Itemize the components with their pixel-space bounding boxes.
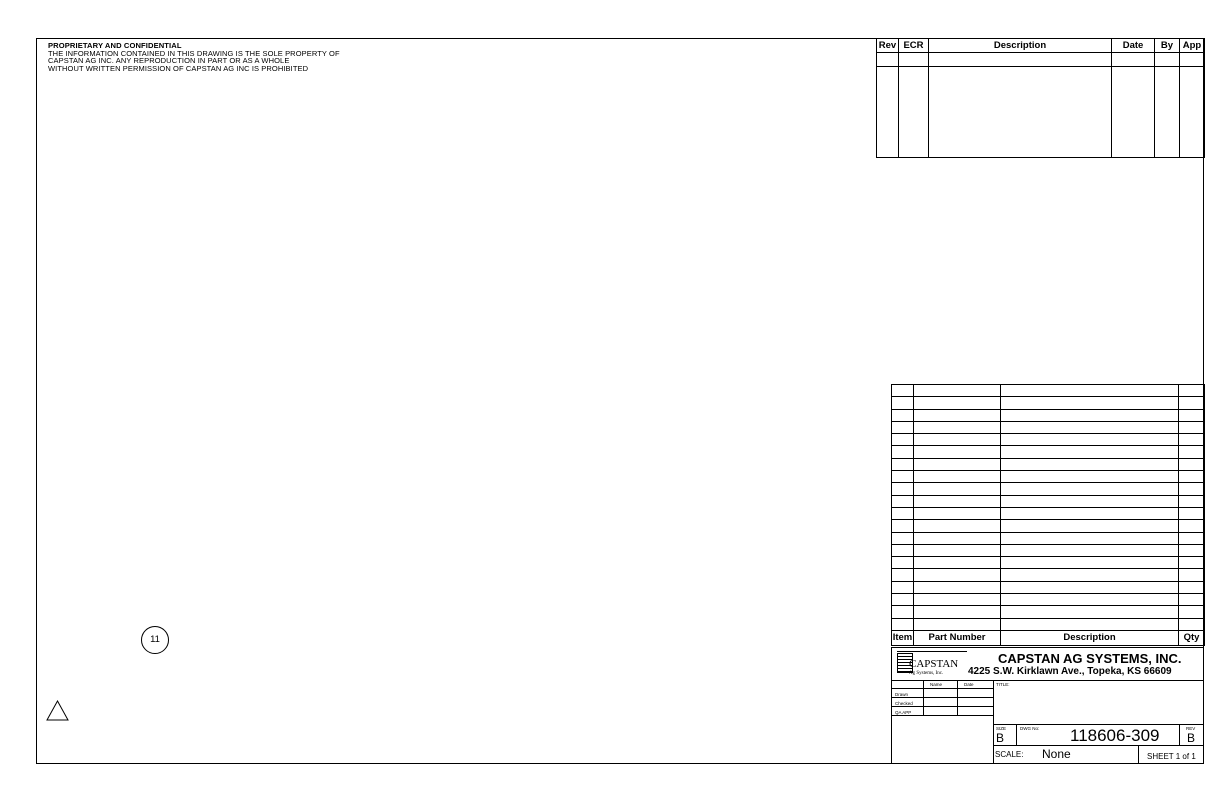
bom-row xyxy=(892,581,1205,593)
notice-line-3: WITHOUT WRITTEN PERMISSION OF CAPSTAN AG INC IS PROHIBITED xyxy=(48,63,309,73)
scale-value: None xyxy=(1042,747,1071,761)
description-col-header: Description xyxy=(929,39,1112,53)
company-name: CAPSTAN AG SYSTEMS, INC. xyxy=(998,651,1182,666)
notice-heading: PROPRIETARY AND CONFIDENTIAL xyxy=(48,41,182,50)
drawn-label: Drawn xyxy=(895,692,909,697)
bom-row xyxy=(892,495,1205,507)
item-col-header: Item xyxy=(892,632,913,644)
rev-col-header: Rev xyxy=(877,39,899,53)
revision-table xyxy=(876,38,1205,158)
company-address: 4225 S.W. Kirklawn Ave., Topeka, KS 66609 xyxy=(968,666,1172,677)
confidentiality-notice xyxy=(48,42,340,72)
size-label: SIZE xyxy=(996,726,1007,731)
rev-value: B xyxy=(1187,731,1196,745)
logo-name: CAPSTAN xyxy=(909,658,959,670)
notice-line-2: CAPSTAN AG INC. ANY REPRODUCTION IN PART OR AS A WHOLE xyxy=(48,56,290,66)
bom-row xyxy=(892,618,1205,630)
bom-row xyxy=(892,507,1205,519)
drawing-number: 118606-309 xyxy=(1070,726,1160,745)
dwg-no-label: DWG No: xyxy=(1020,726,1040,731)
bom-row xyxy=(892,409,1205,421)
date-label: Date xyxy=(964,682,974,687)
bom-row xyxy=(892,397,1205,409)
rev-label: REV xyxy=(1186,726,1196,731)
bom-header-row xyxy=(892,630,1205,645)
bom-row xyxy=(892,385,1205,397)
bom-row xyxy=(892,520,1205,532)
bom-table xyxy=(891,384,1205,646)
date-col-header: Date xyxy=(1112,39,1155,53)
bom-row xyxy=(892,421,1205,433)
logo-subtitle: Ag Systems, Inc. xyxy=(909,671,944,676)
ecr-col-header: ECR xyxy=(899,39,929,53)
bom-row xyxy=(892,557,1205,569)
scale-label: SCALE: xyxy=(995,750,1024,759)
title-label: TITLE: xyxy=(996,682,1010,687)
bom-row xyxy=(892,606,1205,618)
item-balloon: 11 xyxy=(141,626,169,654)
bom-row xyxy=(892,569,1205,581)
qty-col-header: Qty xyxy=(1179,630,1205,645)
notice-line-1: THE INFORMATION CONTAINED IN THIS DRAWING IS THE SOLE PROPERTY OF xyxy=(48,48,340,58)
bom-row xyxy=(892,446,1205,458)
name-label: Name xyxy=(930,682,943,687)
bom-description-col-header: Description xyxy=(1001,630,1179,645)
bom-row xyxy=(892,532,1205,544)
revision-row xyxy=(877,53,1205,67)
app-col-header: App xyxy=(1180,39,1205,53)
part-number-col-header: Part Number xyxy=(914,630,1001,645)
title-block xyxy=(891,647,1204,764)
by-col-header: By xyxy=(1155,39,1180,53)
sheet-number: SHEET 1 of 1 xyxy=(1147,752,1196,761)
bom-row xyxy=(892,471,1205,483)
checked-label: Checked xyxy=(895,701,913,706)
bom-row xyxy=(892,594,1205,606)
revision-triangle-icon xyxy=(46,700,69,721)
bom-row xyxy=(892,458,1205,470)
bom-row xyxy=(892,544,1205,556)
size-value: B xyxy=(996,731,1005,745)
revision-row xyxy=(877,67,1205,158)
bom-row xyxy=(892,434,1205,446)
qa-app-label: QA APP xyxy=(895,710,912,715)
company-logo xyxy=(897,651,967,681)
bom-row xyxy=(892,483,1205,495)
